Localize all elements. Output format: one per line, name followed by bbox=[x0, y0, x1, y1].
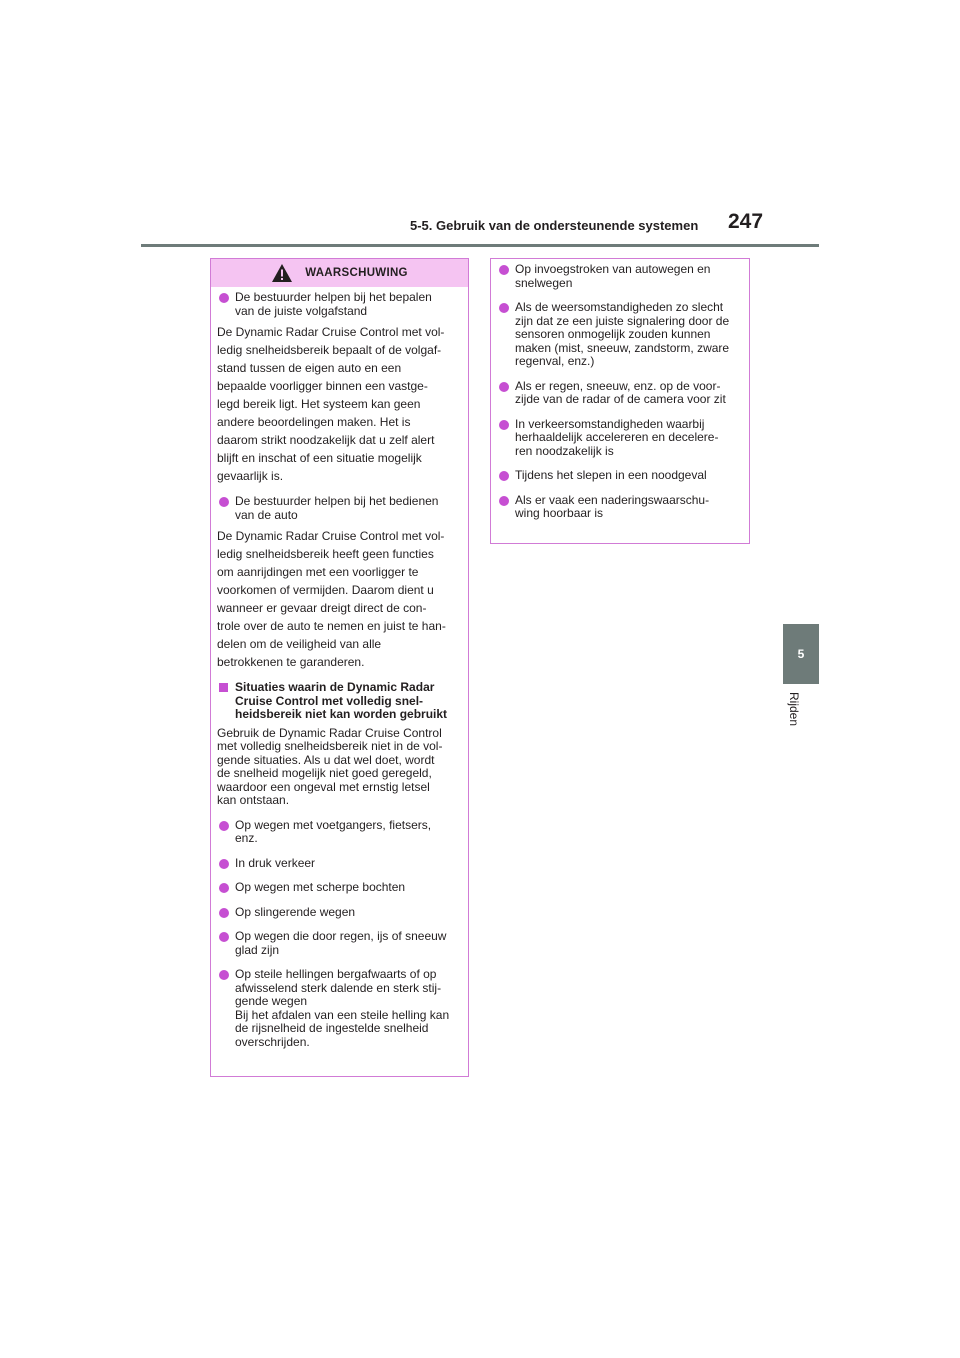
list-item: Op steile hellingen bergafwaarts of op afwisselend sterk dalende en sterk stij- gende wegen Bij het afdalen van een steile helling kan de rijsnelheid de ingestelde snelheid overschrijden. bbox=[217, 968, 462, 1049]
list-item: Op invoegstroken van autowegen en snelwegen bbox=[497, 263, 743, 290]
bullet-dot-icon bbox=[219, 497, 229, 507]
chapter-label: Rijden bbox=[787, 692, 801, 727]
warning-title: WAARSCHUWING bbox=[305, 267, 408, 279]
header-rule bbox=[141, 244, 819, 247]
list-item: Tijdens het slepen in een noodgeval bbox=[497, 469, 743, 483]
bullet-dot-icon bbox=[499, 496, 509, 506]
warning-header bbox=[211, 259, 468, 287]
bullet-dot-icon bbox=[219, 970, 229, 980]
square-bullet-icon bbox=[219, 683, 228, 692]
list-item: In druk verkeer bbox=[217, 857, 462, 871]
bullet-item: De bestuurder helpen bij het bepalen van de juiste volgafstand bbox=[217, 291, 462, 318]
paragraph: Gebruik de Dynamic Radar Cruise Control met volledig snelheidsbereik niet in de vol- gende situaties. Als u dat wel doet, wordt de snelheid mogelijk niet goed geregeld, waardoor een ongeval met ernstig letsel kan ontstaan. bbox=[217, 725, 443, 807]
page-number: 247 bbox=[728, 210, 764, 233]
bullet-dot-icon bbox=[219, 932, 229, 942]
bullet-dot-icon bbox=[219, 821, 229, 831]
list-item: Op wegen met voetgangers, fietsers, enz. bbox=[217, 819, 462, 846]
warning-content-continued bbox=[491, 259, 749, 521]
warning-panel-continued bbox=[490, 258, 750, 544]
warning-content bbox=[211, 287, 468, 1049]
bullet-dot-icon bbox=[499, 303, 509, 313]
bullet-dot-icon bbox=[219, 293, 229, 303]
bullet-item: De bestuurder helpen bij het bedienen van de auto bbox=[217, 495, 462, 522]
bullet-dot-icon bbox=[499, 265, 509, 275]
chapter-tab bbox=[783, 624, 819, 684]
bullet-dot-icon bbox=[499, 420, 509, 430]
list-item: Als er vaak een naderingswaarschu- wing hoorbaar is bbox=[497, 494, 743, 521]
list-item: Op wegen met scherpe bochten bbox=[217, 881, 462, 895]
warning-triangle-icon bbox=[271, 263, 293, 283]
bullet-dot-icon bbox=[219, 908, 229, 918]
section-title: 5-5. Gebruik van de ondersteunende systemen bbox=[410, 218, 699, 233]
list-item: Op slingerende wegen bbox=[217, 906, 462, 920]
chapter-number: 5 bbox=[797, 647, 805, 661]
bullet-dot-icon bbox=[219, 883, 229, 893]
paragraph: De Dynamic Radar Cruise Control met vol- ledig snelheidsbereik bepaalt of de volgaf- stand tussen de eigen auto en een bepaalde voorligger binnen een vastge- legd bereik ligt. Het systeem kan geen andere beoordelingen maken. Het is daarom strikt noodzakelijk dat u zelf alert blijft en inschat of een situatie mogelijk gevaarlijk is. bbox=[217, 325, 445, 483]
bullet-dot-icon bbox=[219, 859, 229, 869]
list-item: Als de weersomstandigheden zo slecht zijn dat ze een juiste signalering door de sensoren onmogelijk zouden kunnen maken (mist, sneeuw, zandstorm, zware regenval, enz.) bbox=[497, 301, 743, 369]
section-heading: Situaties waarin de Dynamic Radar Cruise Control met volledig snel- heidsbereik niet kan worden gebruikt bbox=[217, 681, 462, 722]
paragraph: De Dynamic Radar Cruise Control met vol- ledig snelheidsbereik heeft geen functies om aanrijdingen met een voorligger te voorkomen of vermijden. Daarom dient u wanneer er gevaar dreigt direct de con- trole over de auto te nemen en juist te han- delen om de veiligheid van alle betrokkenen te garanderen. bbox=[217, 529, 446, 669]
list-item: Op wegen die door regen, ijs of sneeuw glad zijn bbox=[217, 930, 462, 957]
list-item: In verkeersomstandigheden waarbij herhaaldelijk accelereren en decelere- ren noodzakelijk is bbox=[497, 418, 743, 459]
bullet-dot-icon bbox=[499, 471, 509, 481]
warning-panel bbox=[210, 258, 469, 1077]
bullet-dot-icon bbox=[499, 382, 509, 392]
list-item: Als er regen, sneeuw, enz. op de voor- zijde van de radar of de camera voor zit bbox=[497, 380, 743, 407]
